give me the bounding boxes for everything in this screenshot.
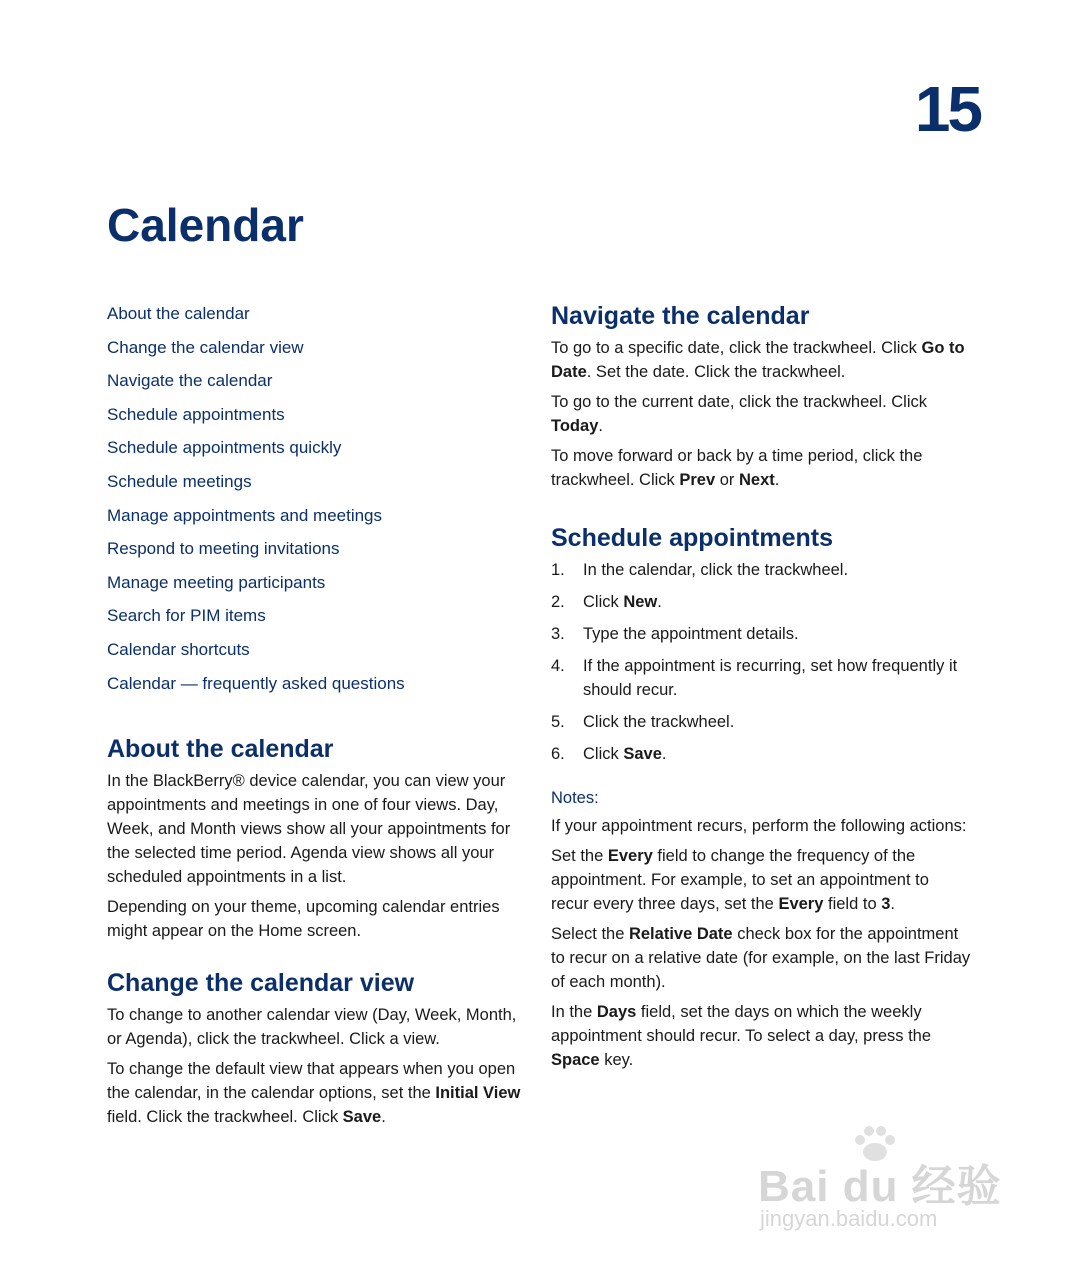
table-of-contents xyxy=(107,300,527,703)
section-heading: Change the calendar view xyxy=(107,969,415,998)
paragraph: To change to another calendar view (Day, Week, Month, or Agenda), click the trackwheel. Click a view. xyxy=(107,1006,517,1049)
notes-label: Notes: xyxy=(551,789,599,807)
toc-link[interactable]: Change the calendar view xyxy=(107,337,304,357)
chapter-number: 15 xyxy=(914,73,980,145)
toc-link[interactable]: Manage meeting participants xyxy=(107,572,326,592)
toc-link[interactable]: Calendar — frequently asked questions xyxy=(107,673,405,693)
list-item: 6. Click Save. xyxy=(551,745,667,763)
toc-link[interactable]: About the calendar xyxy=(107,304,250,323)
watermark-url: jingyan.baidu.com xyxy=(760,1206,938,1231)
paragraph: Depending on your theme, upcoming calendar entries might appear on the Home screen. xyxy=(107,898,500,941)
baidu-watermark xyxy=(758,1130,1008,1240)
paragraph: In the BlackBerry® device calendar, you can view your appointments and meetings in one of four views. Day, Week, and Month views show all your appointments for the selected time period. Agenda view shows all your scheduled appointments in a list. xyxy=(107,772,511,887)
toc-link[interactable]: Manage appointments and meetings xyxy=(107,505,383,525)
paragraph: If your appointment recurs, perform the following actions: xyxy=(551,817,967,835)
toc-link[interactable]: Schedule appointments xyxy=(107,404,285,424)
left-column xyxy=(107,300,527,1153)
paragraph: To move forward or back by a time period, click the trackwheel. Click Prev or Next. xyxy=(551,447,923,489)
toc-link[interactable]: Schedule appointments quickly xyxy=(107,438,342,458)
paragraph: To go to the current date, click the trackwheel. Click Today. xyxy=(551,393,928,435)
toc-link[interactable]: Schedule meetings xyxy=(107,471,252,491)
toc-link[interactable]: Respond to meeting invitations xyxy=(107,539,340,559)
section-heading: Navigate the calendar xyxy=(551,302,810,330)
list-item: 3. Type the appointment details. xyxy=(551,625,799,643)
toc-link[interactable]: Calendar shortcuts xyxy=(107,639,250,659)
toc-link[interactable]: Search for PIM items xyxy=(107,606,266,626)
section-heading: About the calendar xyxy=(107,735,334,764)
page-title: Calendar xyxy=(107,199,304,251)
about-section xyxy=(107,733,527,943)
paragraph: In the Days field, set the days on which the weekly appointment should recur. To select a day, press the Space key. xyxy=(551,1003,932,1069)
paragraph: Set the Every field to change the frequency of the appointment. For example, to set an appointment to recur every three days, set the Every field to 3. xyxy=(551,847,929,913)
right-column xyxy=(551,300,971,1096)
list-item: 1. In the calendar, click the trackwheel. xyxy=(551,561,849,579)
toc-link[interactable]: Navigate the calendar xyxy=(107,371,273,391)
steps-list xyxy=(551,558,971,766)
paragraph: Select the Relative Date check box for the appointment to recur on a relative date (for example, on the last Friday of each month). xyxy=(551,925,971,991)
watermark-logo: Bai du 经验 xyxy=(758,1162,1002,1211)
list-item: 5. Click the trackwheel. xyxy=(551,713,735,731)
list-item: 2. Click New. xyxy=(551,593,662,611)
change-view-section xyxy=(107,967,527,1129)
paragraph: To go to a specific date, click the trackwheel. Click Go to Date. Set the date. Click the trackwheel. xyxy=(551,339,965,381)
list-item: 4. If the appointment is recurring, set how frequently it should recur. xyxy=(551,657,958,699)
paragraph: To change the default view that appears when you open the calendar, in the calendar options, set the Initial View field. Click the trackwheel. Click Save. xyxy=(107,1060,521,1127)
navigate-section xyxy=(551,300,971,492)
section-heading: Schedule appointments xyxy=(551,524,833,552)
schedule-section xyxy=(551,522,971,1072)
